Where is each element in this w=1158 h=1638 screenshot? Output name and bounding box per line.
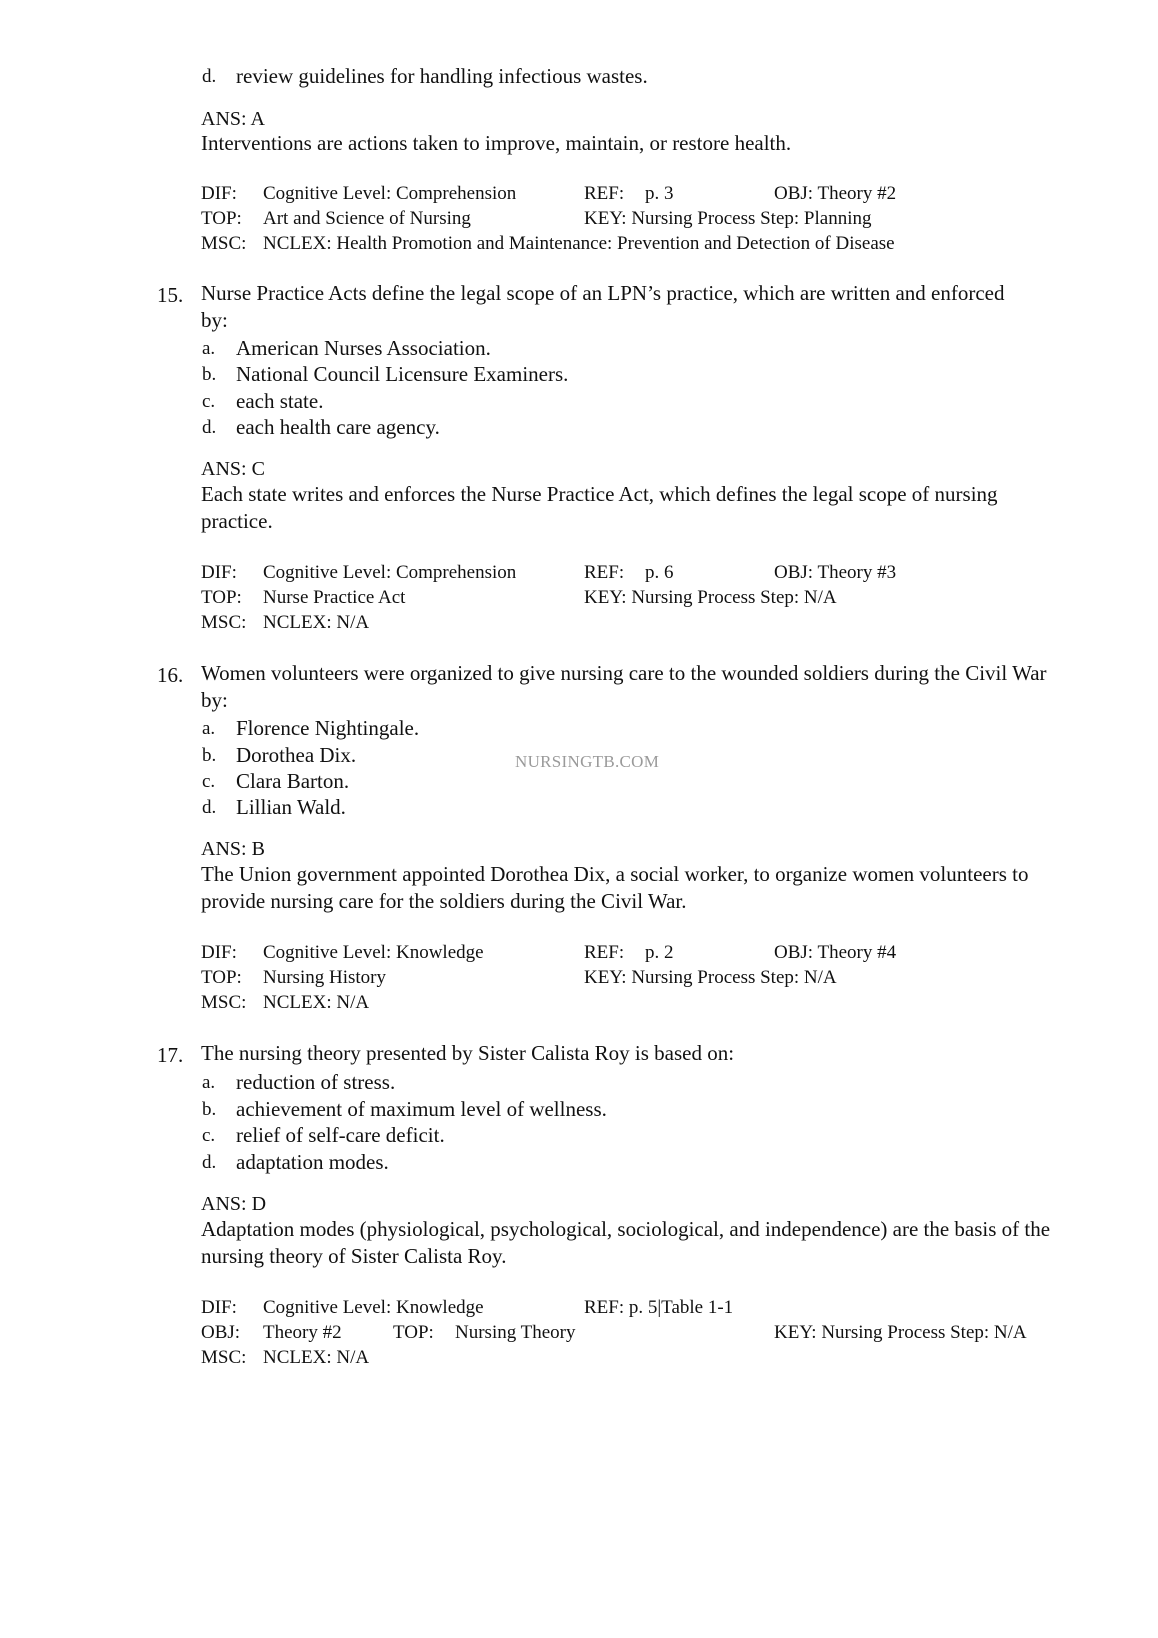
msc-label: MSC: (201, 612, 247, 633)
top-label: TOP: (393, 1322, 434, 1343)
obj-label: OBJ: (201, 1322, 241, 1343)
msc-label: MSC: (201, 992, 247, 1013)
top-value: Art and Science of Nursing (263, 208, 471, 229)
key-text: KEY: Nursing Process Step: N/A (584, 587, 837, 608)
msc-value: NCLEX: N/A (263, 1347, 370, 1368)
option-letter: c. (202, 771, 216, 792)
answer-key: ANS: B (201, 838, 265, 860)
watermark: NURSINGTB.COM (515, 752, 660, 771)
option-text: relief of self-care deficit. (236, 1123, 445, 1147)
option-text: adaptation modes. (236, 1150, 389, 1174)
key-text: KEY: Nursing Process Step: N/A (584, 967, 837, 988)
dif-value: Cognitive Level: Knowledge (263, 942, 484, 963)
top-value: Nurse Practice Act (263, 587, 406, 608)
question-number: 17. (157, 1043, 184, 1067)
option-letter: c. (202, 391, 216, 412)
ref-value: p. 6 (645, 562, 674, 583)
option-text: National Council Licensure Examiners. (236, 362, 569, 386)
option-text: Lillian Wald. (236, 795, 346, 819)
question-number: 16. (157, 663, 184, 687)
option-letter: c. (202, 1125, 216, 1146)
rationale: Each state writes and enforces the Nurse Practice Act, which defines the legal scope of nursing practice. (201, 482, 998, 533)
top-label: TOP: (201, 587, 242, 608)
question-stem: Nurse Practice Acts define the legal scope of an LPN’s practice, which are written and enforced by: (201, 281, 1005, 332)
option-text: each state. (236, 389, 324, 413)
option-letter: a. (202, 338, 216, 359)
ref-value: p. 3 (645, 183, 674, 204)
obj-value: Theory #2 (263, 1322, 342, 1343)
rationale: Adaptation modes (physiological, psychological, sociological, and independence) are the basis of the nursing theory of Sister Calista Roy. (201, 1217, 1051, 1268)
top-label: TOP: (201, 208, 242, 229)
option-text: Florence Nightingale. (236, 716, 420, 740)
option-text: American Nurses Association. (236, 336, 491, 360)
ref-text: REF: p. 5|Table 1-1 (584, 1297, 734, 1318)
answer-key: ANS: A (201, 108, 265, 130)
option-text: reduction of stress. (236, 1070, 396, 1094)
rationale: Interventions are actions taken to improve, maintain, or restore health. (201, 131, 792, 155)
dif-value: Cognitive Level: Comprehension (263, 183, 517, 204)
option-letter: b. (202, 745, 217, 766)
option-text: each health care agency. (236, 415, 440, 439)
ref-label: REF: (584, 183, 625, 204)
msc-label: MSC: (201, 233, 247, 254)
msc-value: NCLEX: N/A (263, 992, 370, 1013)
obj-text: OBJ: Theory #3 (774, 562, 897, 583)
answer-key: ANS: C (201, 458, 265, 480)
obj-text: OBJ: Theory #2 (774, 183, 897, 204)
ref-value: p. 2 (645, 942, 674, 963)
top-value: Nursing Theory (455, 1322, 576, 1343)
option-letter: d. (202, 417, 217, 438)
dif-value: Cognitive Level: Comprehension (263, 562, 517, 583)
ref-label: REF: (584, 942, 625, 963)
ref-label: REF: (584, 562, 625, 583)
top-label: TOP: (201, 967, 242, 988)
key-text: KEY: Nursing Process Step: Planning (584, 208, 872, 229)
option-text: Clara Barton. (236, 769, 350, 793)
option-text: achievement of maximum level of wellness. (236, 1097, 607, 1121)
option-letter: d. (202, 797, 217, 818)
msc-label: MSC: (201, 1347, 247, 1368)
answer-key: ANS: D (201, 1193, 267, 1215)
dif-label: DIF: (201, 562, 237, 583)
option-letter: b. (202, 364, 217, 385)
option-letter: a. (202, 1072, 216, 1093)
top-value: Nursing History (263, 967, 386, 988)
option-letter: d. (202, 66, 217, 87)
question-number: 15. (157, 283, 184, 307)
option-text: review guidelines for handling infectious wastes. (236, 64, 648, 88)
key-text: KEY: Nursing Process Step: N/A (774, 1322, 1027, 1343)
option-letter: b. (202, 1099, 217, 1120)
dif-value: Cognitive Level: Knowledge (263, 1297, 484, 1318)
option-text: Dorothea Dix. (236, 743, 357, 767)
dif-label: DIF: (201, 183, 237, 204)
dif-label: DIF: (201, 1297, 237, 1318)
option-letter: d. (202, 1152, 217, 1173)
question-stem: Women volunteers were organized to give nursing care to the wounded soldiers during the Civil War by: (201, 661, 1047, 712)
dif-label: DIF: (201, 942, 237, 963)
option-letter: a. (202, 718, 216, 739)
question-stem: The nursing theory presented by Sister Calista Roy is based on: (201, 1041, 735, 1065)
msc-value: NCLEX: Health Promotion and Maintenance: Prevention and Detection of Disease (263, 233, 895, 254)
obj-text: OBJ: Theory #4 (774, 942, 897, 963)
rationale: The Union government appointed Dorothea Dix, a social worker, to organize women volunteers to provide nursing care for the soldiers during the Civil War. (201, 862, 1029, 913)
msc-value: NCLEX: N/A (263, 612, 370, 633)
